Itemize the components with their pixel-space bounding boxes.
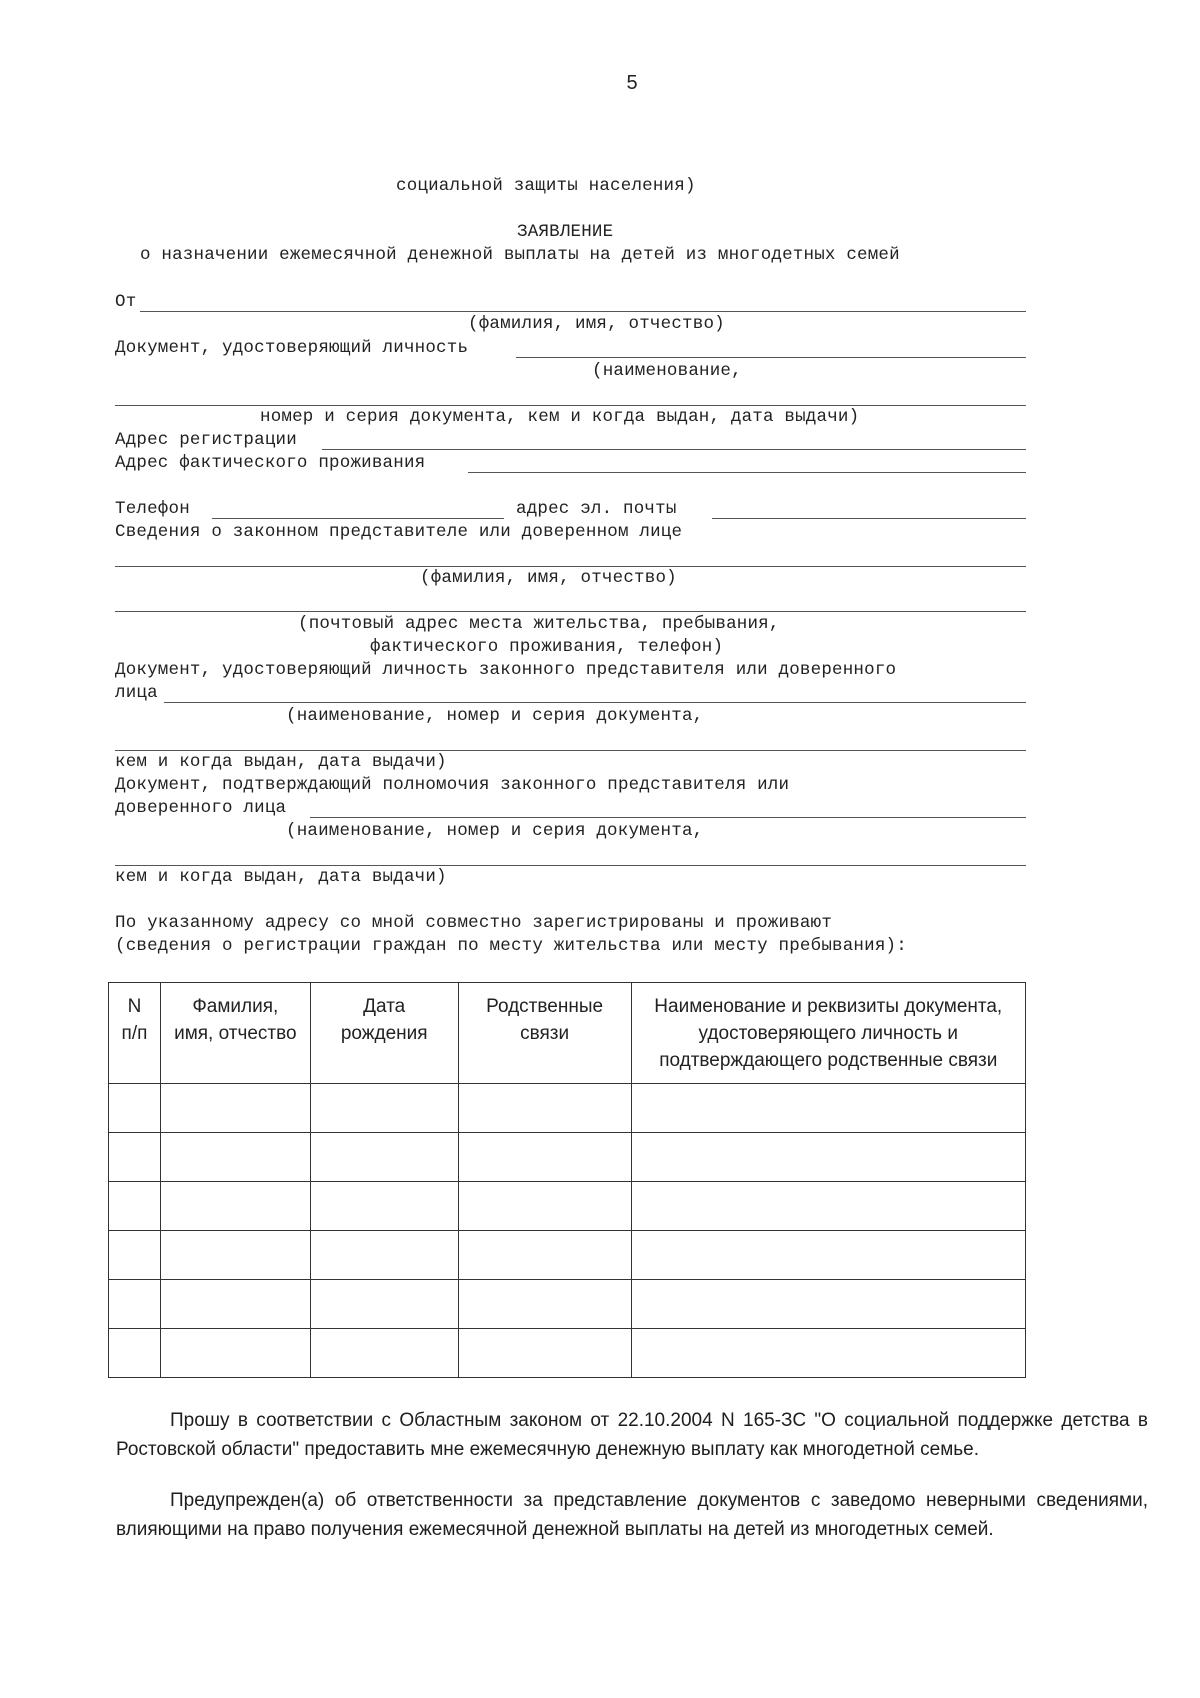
authority-hint-1: (наименование, номер и серия документа, <box>286 821 704 841</box>
rep-id-label-1: Документ, удостоверяющий личность законного представителя или доверенного <box>115 660 897 680</box>
table-cell[interactable] <box>310 1231 458 1280</box>
table-body <box>109 1084 1026 1378</box>
table-row <box>109 1182 1026 1231</box>
table-cell[interactable] <box>458 1280 631 1329</box>
table-cell[interactable] <box>160 1329 310 1378</box>
table-cell[interactable] <box>109 1133 161 1182</box>
table-cell[interactable] <box>109 1280 161 1329</box>
table-cell[interactable] <box>160 1133 310 1182</box>
id-doc-hint-2: номер и серия документа, кем и когда выдан, дата выдачи) <box>260 407 860 427</box>
header-fragment: социальной защиты населения) <box>396 176 696 196</box>
table-cell[interactable] <box>631 1231 1025 1280</box>
table-cell[interactable] <box>310 1133 458 1182</box>
authority-input-line[interactable] <box>310 817 1026 818</box>
header-document: Наименование и реквизиты документа, удостоверяющего личность и подтверждающего родственные связи <box>631 983 1025 1084</box>
table-row <box>109 1133 1026 1182</box>
table-cell[interactable] <box>631 1280 1025 1329</box>
table-row <box>109 1084 1026 1133</box>
rep-id-label-2: лица <box>115 683 158 703</box>
table-cell[interactable] <box>631 1133 1025 1182</box>
authority-label-1: Документ, подтверждающий полномочия законного представителя или <box>115 775 790 795</box>
doc-title: ЗАЯВЛЕНИЕ <box>517 222 614 242</box>
doc-subtitle: о назначении ежемесячной денежной выплаты на детей из многодетных семей <box>140 245 900 265</box>
warning-paragraph: Предупрежден(а) об ответственности за представление документов с заведомо неверными сведениями, влияющими на право получения ежемесячной денежной выплаты на детей из многодетных семей. <box>116 1490 1148 1540</box>
table-cell[interactable] <box>458 1084 631 1133</box>
table-cell[interactable] <box>458 1133 631 1182</box>
table-cell[interactable] <box>631 1329 1025 1378</box>
table-cell[interactable] <box>160 1280 310 1329</box>
table-cell[interactable] <box>109 1182 161 1231</box>
table-cell[interactable] <box>160 1182 310 1231</box>
rep-id-input-line[interactable] <box>164 702 1026 703</box>
rep-name-input-line[interactable] <box>115 566 1026 567</box>
cohabitants-table <box>108 982 1026 1378</box>
reg-address-label: Адрес регистрации <box>115 430 297 450</box>
table-header-row <box>109 983 1026 1084</box>
cohabitants-intro-1: По указанному адресу со мной совместно зарегистрированы и проживают <box>115 913 833 933</box>
table-row <box>109 1231 1026 1280</box>
from-input-line[interactable] <box>140 311 1026 312</box>
from-hint: (фамилия, имя, отчество) <box>468 314 725 334</box>
phone-label: Телефон <box>115 499 190 519</box>
authority-label-2: доверенного лица <box>115 798 287 818</box>
table-cell[interactable] <box>310 1329 458 1378</box>
rep-id-hint-2: кем и когда выдан, дата выдачи) <box>115 752 447 772</box>
page-number: 5 <box>626 72 638 94</box>
id-doc-label: Документ, удостоверяющий личность <box>115 338 469 358</box>
header-relationship: Родственные связи <box>458 983 631 1084</box>
actual-address-label: Адрес фактического проживания <box>115 453 426 473</box>
id-doc-input-line-2[interactable] <box>115 405 1026 406</box>
rep-id-input-line-2[interactable] <box>115 750 1026 751</box>
from-label: От <box>115 292 137 312</box>
table-cell[interactable] <box>160 1231 310 1280</box>
rep-name-hint: (фамилия, имя, отчество) <box>420 568 677 588</box>
table-cell[interactable] <box>109 1084 161 1133</box>
rep-address-hint-1: (почтовый адрес места жительства, пребывания, <box>298 614 780 634</box>
representative-label: Сведения о законном представителе или доверенном лице <box>115 522 683 542</box>
table-cell[interactable] <box>310 1182 458 1231</box>
table-cell[interactable] <box>631 1084 1025 1133</box>
authority-input-line-2[interactable] <box>115 865 1026 866</box>
table-row <box>109 1329 1026 1378</box>
table-cell[interactable] <box>310 1280 458 1329</box>
email-label: адрес эл. почты <box>516 499 677 519</box>
header-full-name: Фамилия, имя, отчество <box>160 983 310 1084</box>
cohabitants-intro-2: (сведения о регистрации граждан по месту жительства или месту пребывания): <box>115 936 907 956</box>
table-cell[interactable] <box>458 1329 631 1378</box>
id-doc-input-line[interactable] <box>516 357 1026 358</box>
table-cell[interactable] <box>458 1231 631 1280</box>
actual-address-input-line[interactable] <box>468 472 1026 473</box>
table-cell[interactable] <box>458 1182 631 1231</box>
header-number: N п/п <box>109 983 161 1084</box>
table-row <box>109 1280 1026 1329</box>
table-cell[interactable] <box>160 1084 310 1133</box>
table-cell[interactable] <box>109 1231 161 1280</box>
rep-address-input-line[interactable] <box>115 611 1026 612</box>
table-cell[interactable] <box>109 1329 161 1378</box>
reg-address-input-line[interactable] <box>322 449 1026 450</box>
authority-hint-2: кем и когда выдан, дата выдачи) <box>115 867 447 887</box>
email-input-line[interactable] <box>712 518 1026 519</box>
request-paragraph: Прошу в соответствии с Областным законом от 22.10.2004 N 165-ЗС "О социальной поддержке детства в Ростовской области" предоставить мне ежемесячную денежную выплату как многодетной семье. <box>116 1410 1148 1460</box>
table-cell[interactable] <box>631 1182 1025 1231</box>
phone-input-line[interactable] <box>212 518 504 519</box>
rep-id-hint-1: (наименование, номер и серия документа, <box>286 706 704 726</box>
table-cell[interactable] <box>310 1084 458 1133</box>
header-birth-date: Дата рождения <box>310 983 458 1084</box>
id-doc-hint-1: (наименование, <box>592 361 742 381</box>
rep-address-hint-2: фактического проживания, телефон) <box>370 637 724 657</box>
